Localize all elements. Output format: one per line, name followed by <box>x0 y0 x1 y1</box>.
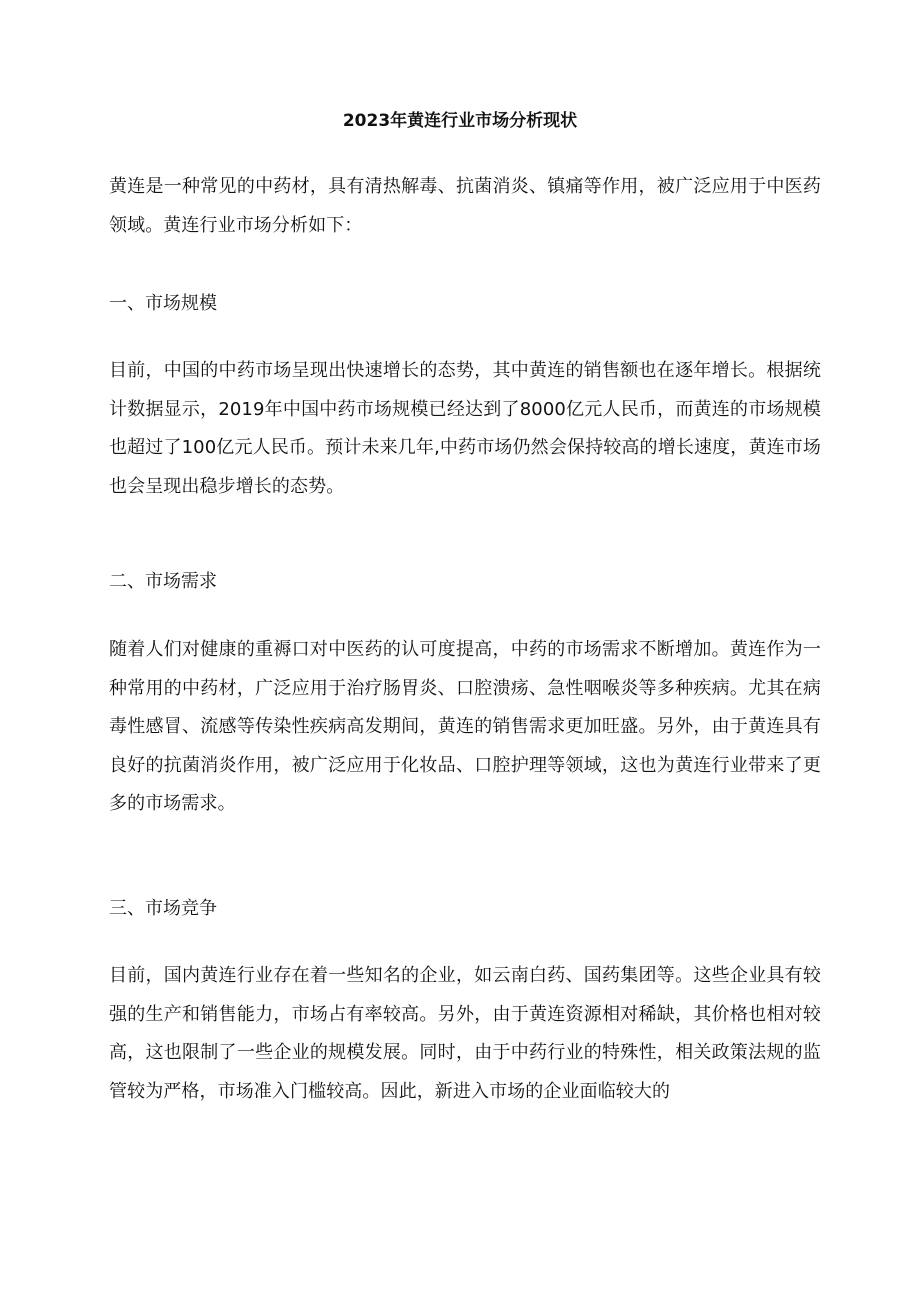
intro-paragraph: 黄连是一种常见的中药材，具有清热解毒、抗菌消炎、镇痛等作用，被广泛应用于中医药领域。黄连行业市场分析如下： <box>109 176 821 236</box>
section-body-market-size: 目前，中国的中药市场呈现出快速增长的态势，其中黄连的销售额也在逐年增长。根据统计数据显示，2019年中国中药市场规模已经达到了8000亿元人民币，而黄连的市场规模也超过了100亿元人民币。预计未来几年,中药市场仍然会保持较高的增长速度，黄连市场也会呈现出稳步增长的态势。 <box>109 360 821 497</box>
section-body-market-competition: 目前，国内黄连行业存在着一些知名的企业，如云南白药、国药集团等。这些企业具有较强的生产和销售能力，市场占有率较高。另外，由于黄连资源相对稀缺，其价格也相对较高，这也限制了一些企业的规模发展。同时，由于中药行业的特殊性，相关政策法规的监管较为严格，市场准入门槛较高。因此，新进入市场的企业面临较大的 <box>109 965 821 1102</box>
section-heading-market-demand: 二、市场需求 <box>109 571 217 592</box>
section-body-market-demand: 随着人们对健康的重褥口对中医药的认可度提高，中药的市场需求不断增加。黄连作为一种常用的中药材，广泛应用于治疗肠胃炎、口腔溃疡、急性咽喉炎等多种疾病。尤其在病毒性感冒、流感等传染性疾病高发期间，黄连的销售需求更加旺盛。另外，由于黄连具有良好的抗菌消炎作用，被广泛应用于化妆品、口腔护理等领域，这也为黄连行业带来了更多的市场需求。 <box>109 639 821 815</box>
section-heading-market-competition: 三、市场竞争 <box>109 898 217 919</box>
document-title: 2023年黄连行业市场分析现状 <box>342 111 578 131</box>
section-heading-market-size: 一、市场规模 <box>109 293 217 314</box>
